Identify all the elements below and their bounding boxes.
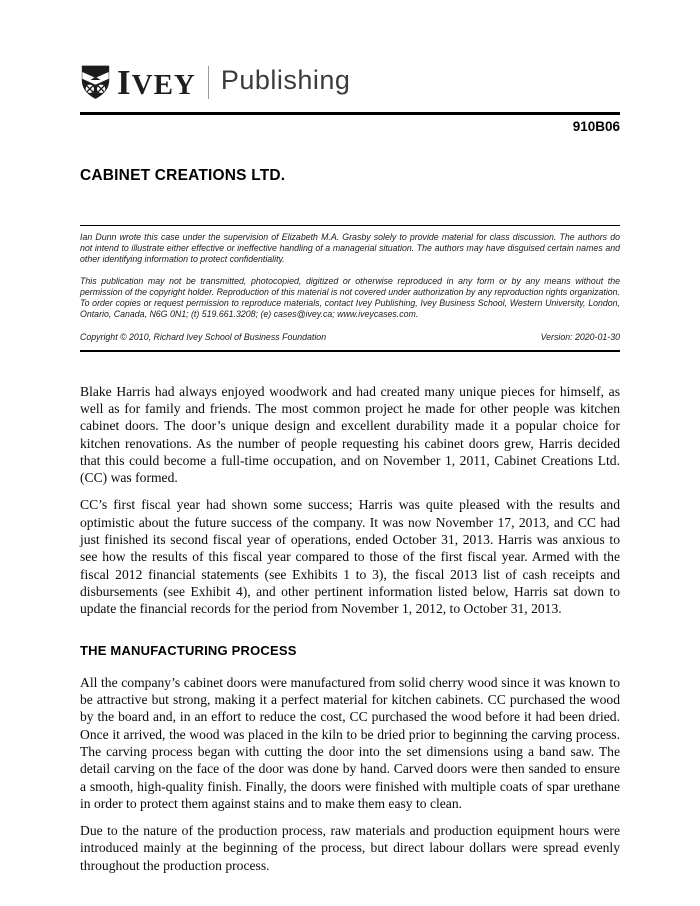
front-matter-gap (80, 266, 620, 276)
case-body (80, 383, 620, 874)
publisher-logo (80, 60, 620, 104)
permissions-paragraph: This publication may not be transmitted, photocopied, digitized or otherwise reproduced in any form or by any means without the permission of the copyright holder. Reproduction of this material is not covered under authorization by any reproduction rights organization. To order copies or request permission to reproduce materials, contact Ivey Publishing, Ivey Business School, Western University, London, Ontario, Canada, N6G 0N1; (t) 519.661.3208; (e) cases@ivey.ca; www.iveycases.com. (80, 275, 621, 320)
section-heading-manufacturing-process: THE MANUFACTURING PROCESS (80, 643, 297, 659)
front-matter-block (80, 225, 620, 352)
copyright-row (80, 332, 620, 343)
body-paragraph: CC’s first fiscal year had shown some success; Harris was quite pleased with the results and optimistic about the future success of the company. It was now November 17, 2013, and CC had just finished its second fiscal year of operations, ended October 31, 2013. Harris was anxious to see how the results of this fiscal year compared to those of the first fiscal year. Armed with the fiscal 2012 financial statements (see Exhibits 1 to 3), the fiscal 2013 list of cash receipts and disbursements (see Exhibit 4), and other pertinent information listed below, Harris sat down to update the financial records for the period from November 1, 2012, to October 31, 2013. (80, 497, 620, 617)
ivey-wordmark-rest: VEY (131, 68, 196, 101)
header-rule (80, 112, 620, 115)
body-paragraph: Due to the nature of the production process, raw materials and production equipment hours were introduced mainly at the beginning of the process, but direct labour dollars were spread evenly throughout the production process. (80, 823, 620, 873)
body-paragraph: All the company’s cabinet doors were manufactured from solid cherry wood since it was known to be attractive but strong, making it a perfect material for kitchen cabinets. CC purchased the wood by the board and, in an effort to reduce the cost, CC purchased the wood before it had been dried. Once it arrived, the wood was placed in the kiln to be dried prior to beginning the carving process. The carving process began with cutting the door into the set dimensions using a band saw. The detail carving on the face of the door was done by hand. Carved doors were then sanded to ensure a smooth, high-quality finish. Finally, the doors were finished with multiple coats of spar urethane in order to protect them against stains and to make them easy to clean. (80, 674, 620, 811)
ivey-wordmark-initial: I (117, 62, 132, 102)
version-label: Version: 2020-01-30 (540, 332, 620, 343)
copyright-notice: Copyright © 2010, Richard Ivey School of Business Foundation (80, 332, 327, 343)
page-content (80, 60, 620, 884)
publishing-label: Publishing (220, 64, 351, 95)
ivey-wordmark (117, 62, 196, 102)
case-title: CABINET CREATIONS LTD. (80, 167, 286, 184)
ivey-shield-icon (80, 63, 111, 101)
body-paragraph: Blake Harris had always enjoyed woodwork and had created many unique pieces for himself, as well as for family and friends. The most common project he made for other people was kitchen cabinet doors. The door’s unique design and excellent durability made it a popular choice for kitchen renovations. As the number of people requesting his cabinet doors grew, Harris decided that this could become a full-time occupation, and on November 1, 2011, Cabinet Creations Ltd. (CC) was formed. (80, 383, 620, 486)
attribution-paragraph: Ian Dunn wrote this case under the supervision of Elizabeth M.A. Grasby solely to provide material for class discussion. The authors do not intend to illustrate either effective or ineffective handling of a managerial situation. The authors may have disguised certain names and other identifying information to protect confidentiality. (80, 232, 620, 265)
case-number: 910B06 (572, 119, 620, 134)
brand-divider (208, 66, 209, 99)
